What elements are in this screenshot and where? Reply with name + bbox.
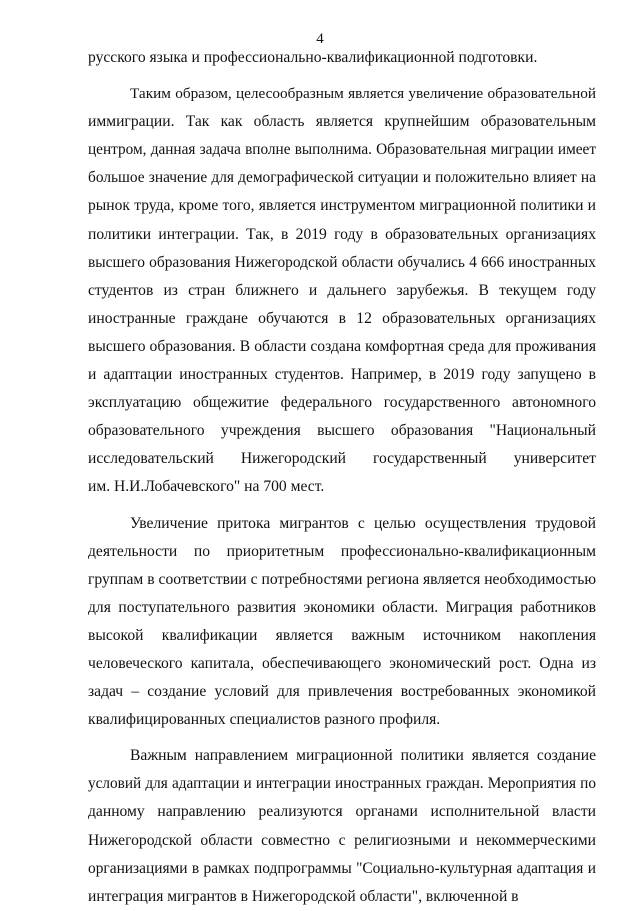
paragraph-gap xyxy=(88,72,596,80)
text-line: группам в соответствии с потребностями региона является необходимостью xyxy=(88,570,596,588)
text-line: условий для адаптации и интеграции иностранных граждан. Мероприятия по xyxy=(88,775,596,793)
text-line: деятельности по приоритетным профессионально-квалификационным xyxy=(88,542,596,560)
text-line: Таким образом, целесообразным является увеличение образовательной xyxy=(130,85,596,103)
text-line: рынок труда, кроме того, является инструментом миграционной политики и xyxy=(88,197,596,215)
text-line: человеческого капитала, обеспечивающего экономический рост. Одна из xyxy=(88,654,596,672)
text-line: задач – создание условий для привлечения востребованных экономикой xyxy=(88,683,596,701)
text-line: эксплуатацию общежитие федерального государственного автономного xyxy=(88,394,596,412)
text-line: иностранные граждане обучаются в 12 образовательных организациях xyxy=(88,309,596,327)
text-line: высшего образования. В области создана комфортная среда для проживания xyxy=(88,337,596,355)
text-line: Нижегородской области совместно с религиозными и некоммерческими xyxy=(88,831,596,849)
text-line: исследовательский Нижегородский государственный университет xyxy=(88,450,596,468)
text-line: квалифицированных специалистов разного профиля. xyxy=(88,711,441,729)
page-number: 4 xyxy=(316,31,324,47)
text-line: образовательного учреждения высшего образования "Национальный xyxy=(88,422,596,440)
paragraph-gap xyxy=(88,502,596,510)
text-line: и адаптации иностранных студентов. Например, в 2019 году запущено в xyxy=(88,366,596,384)
paragraph xyxy=(88,80,596,501)
text-line: иммиграции. Так как область является крупнейшим образовательным xyxy=(88,113,596,131)
paragraph xyxy=(88,510,596,735)
paragraph xyxy=(88,44,596,72)
paragraph xyxy=(88,742,596,911)
text-line: организациями в рамках подпрограммы "Социально-культурная адаптация и xyxy=(88,859,596,877)
text-line: русского языка и профессионально-квалификационной подготовки. xyxy=(88,49,538,66)
body-text xyxy=(88,44,596,911)
text-line: им. Н.И.Лобачевского" на 700 мест. xyxy=(88,478,325,496)
text-line: Увеличение притока мигрантов с целью осуществления трудовой xyxy=(130,514,596,532)
text-line: высшего образования Нижегородской области обучались 4 666 иностранных xyxy=(88,253,596,271)
text-line: Важным направлением миграционной политики является создание xyxy=(130,747,596,765)
text-line: высокой квалификации является важным источником накопления xyxy=(88,626,596,644)
text-line: для поступательного развития экономики области. Миграция работников xyxy=(88,598,596,616)
text-line: большое значение для демографической ситуации и положительно влияет на xyxy=(88,169,596,187)
text-line: студентов из стран ближнего и дальнего зарубежья. В текущем году xyxy=(88,281,596,299)
paragraph-gap xyxy=(88,734,596,742)
text-line: интеграция мигрантов в Нижегородской области", включенной в xyxy=(88,887,519,905)
text-line: политики интеграции. Так, в 2019 году в образовательных организациях xyxy=(88,225,596,243)
text-line: данному направлению реализуются органами исполнительной власти xyxy=(88,803,596,821)
text-line: центром, данная задача вполне выполнима. Образовательная миграции имеет xyxy=(88,141,596,159)
